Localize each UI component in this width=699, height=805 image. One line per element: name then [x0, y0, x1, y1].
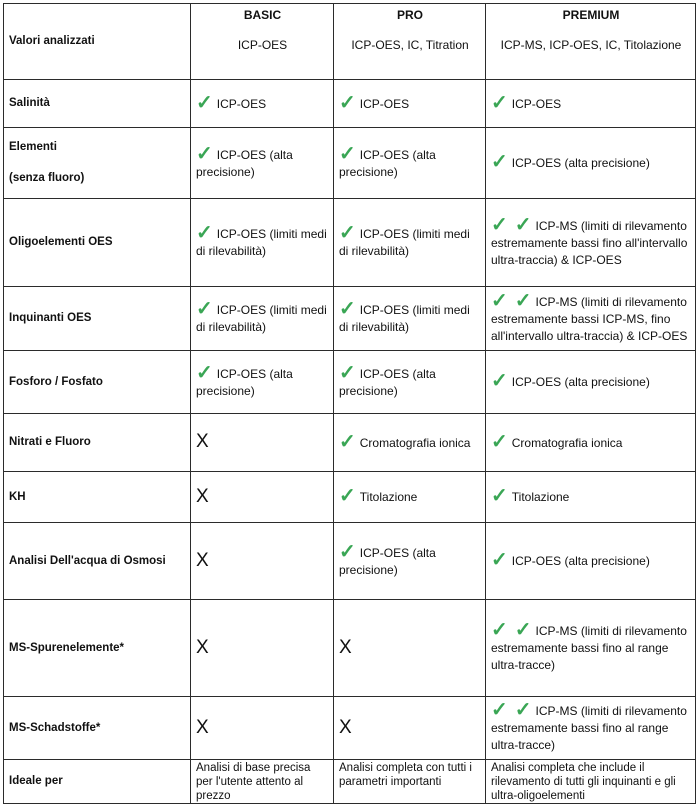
check-icon: ✓	[514, 289, 532, 312]
cell-pro	[334, 287, 486, 351]
cell-premium	[486, 472, 696, 523]
cell-pro	[334, 351, 486, 414]
cell-pro	[334, 472, 486, 523]
check-icon: ✓	[196, 222, 213, 244]
cell-basic	[191, 351, 334, 414]
table-row	[4, 80, 696, 128]
cell-text: ICP-OES (alta precisione)	[196, 147, 293, 179]
ideal-basic: Analisi di base precisa per l'utente attento al prezzo	[191, 760, 334, 804]
x-mark-icon: X	[196, 636, 209, 658]
cell-premium	[486, 351, 696, 414]
x-mark-icon: X	[196, 716, 209, 738]
ideal-pro: Analisi completa con tutti i parametri importanti	[334, 760, 486, 804]
check-icon: ✓	[491, 289, 508, 312]
check-icon: ✓	[339, 361, 356, 384]
check-icon: ✓	[514, 699, 532, 721]
cell-text: ICP-OES	[216, 96, 267, 111]
cell-basic	[191, 414, 334, 472]
x-mark-icon: X	[339, 636, 352, 658]
x-mark-icon: X	[196, 549, 209, 571]
cell-premium	[486, 523, 696, 600]
plan-basic-header	[191, 4, 334, 80]
check-icon: ✓	[514, 619, 532, 641]
cell-pro	[334, 80, 486, 128]
check-icon: ✓	[514, 213, 532, 236]
cell-text: ICP-MS (limiti di rilevamento estremamente bassi ICP-MS, fino all'intervallo ultra-traccia) & ICP-OES	[491, 294, 688, 343]
cell-basic	[191, 472, 334, 523]
plan-methods: ICP-OES, IC, Titration	[351, 38, 469, 52]
cell-text: ICP-OES (alta precisione)	[339, 147, 436, 179]
row-label: Oligoelementi OES	[4, 199, 191, 287]
cell-basic	[191, 600, 334, 697]
x-mark-icon: X	[196, 485, 209, 507]
row-sublabel: (senza fluoro)	[9, 172, 85, 184]
check-icon: ✓	[339, 485, 356, 507]
cell-pro	[334, 697, 486, 760]
cell-pro	[334, 199, 486, 287]
cell-text: ICP-OES (limiti medi di rilevabilità)	[339, 303, 470, 334]
cell-text: ICP-OES (limiti medi di rilevabilità)	[339, 227, 470, 258]
check-icon: ✓	[339, 298, 356, 320]
table-row	[4, 414, 696, 472]
cell-text: ICP-OES (alta precisione)	[196, 366, 293, 398]
cell-text: ICP-OES	[359, 96, 410, 111]
cell-basic	[191, 697, 334, 760]
row-label: Analisi Dell'acqua di Osmosi	[4, 523, 191, 600]
cell-text: ICP-MS (limiti di rilevamento estremamente bassi fino all'intervallo ultra-traccia) & ICP-OES	[491, 218, 688, 267]
table-row	[4, 351, 696, 414]
check-icon: ✓	[491, 485, 508, 507]
cell-text: Cromatografia ionica	[359, 435, 471, 450]
plan-name: PRO	[396, 8, 423, 22]
check-icon: ✓	[339, 430, 356, 453]
table-row	[4, 523, 696, 600]
cell-basic	[191, 128, 334, 199]
check-icon: ✓	[491, 699, 508, 721]
cell-premium	[486, 80, 696, 128]
plan-pro-header	[334, 4, 486, 80]
cell-pro	[334, 414, 486, 472]
check-icon: ✓	[339, 91, 356, 114]
row-label-main: Elementi	[9, 141, 57, 153]
cell-premium	[486, 697, 696, 760]
cell-basic	[191, 523, 334, 600]
cell-text: Titolazione	[511, 490, 570, 504]
row-label: KH	[4, 472, 191, 523]
cell-text: ICP-OES (limiti medi di rilevabilità)	[196, 303, 327, 334]
cell-basic	[191, 287, 334, 351]
row-label: Salinità	[4, 80, 191, 128]
plan-premium-header	[486, 4, 696, 80]
table-row	[4, 199, 696, 287]
check-icon: ✓	[491, 430, 508, 453]
table-row	[4, 472, 696, 523]
cell-text: ICP-OES (alta precisione)	[511, 554, 650, 568]
cell-text: Cromatografia ionica	[511, 435, 623, 450]
check-icon: ✓	[196, 298, 213, 320]
cell-pro	[334, 128, 486, 199]
plan-name: PREMIUM	[562, 8, 620, 22]
header-row	[4, 4, 696, 80]
cell-premium	[486, 600, 696, 697]
plan-methods: ICP-MS, ICP-OES, IC, Titolazione	[500, 38, 682, 52]
ideal-premium: Analisi completa che include il rilevamento di tutti gli inquinanti e gli ultra-oligoelementi	[486, 760, 696, 804]
row-label: Inquinanti OES	[4, 287, 191, 351]
cell-text: ICP-OES (alta precisione)	[511, 375, 650, 389]
check-icon: ✓	[491, 151, 508, 173]
row-label	[4, 128, 191, 199]
cell-basic	[191, 199, 334, 287]
check-icon: ✓	[196, 142, 213, 165]
cell-text: ICP-OES (alta precisione)	[339, 366, 436, 398]
cell-pro	[334, 600, 486, 697]
plan-methods: ICP-OES	[237, 38, 288, 52]
row-label: MS-Schadstoffe*	[4, 697, 191, 760]
cell-text: ICP-OES (limiti medi di rilevabilità)	[196, 227, 327, 258]
row-label: Ideale per	[4, 760, 191, 804]
cell-text: ICP-OES	[511, 96, 562, 111]
cell-premium	[486, 128, 696, 199]
check-icon: ✓	[339, 222, 356, 244]
check-icon: ✓	[339, 142, 356, 165]
table-row	[4, 287, 696, 351]
table-row	[4, 697, 696, 760]
x-mark-icon: X	[196, 431, 209, 452]
cell-premium	[486, 287, 696, 351]
check-icon: ✓	[491, 91, 508, 114]
plan-name: BASIC	[243, 8, 282, 22]
comparison-table	[3, 3, 696, 804]
cell-premium	[486, 414, 696, 472]
cell-text: ICP-OES (alta precisione)	[339, 545, 436, 577]
check-icon: ✓	[196, 361, 213, 384]
cell-basic	[191, 80, 334, 128]
row-label: Fosforo / Fosfato	[4, 351, 191, 414]
check-icon: ✓	[491, 549, 508, 571]
check-icon: ✓	[491, 619, 508, 641]
cell-text: Titolazione	[359, 490, 418, 504]
row-label: MS-Spurenelemente*	[4, 600, 191, 697]
table-row	[4, 128, 696, 199]
header-label: Valori analizzati	[4, 4, 191, 80]
cell-text: ICP-OES (alta precisione)	[511, 156, 650, 170]
ideal-row	[4, 760, 696, 804]
check-icon: ✓	[491, 213, 508, 236]
table-row	[4, 600, 696, 697]
check-icon: ✓	[491, 370, 508, 392]
cell-premium	[486, 199, 696, 287]
cell-text: ICP-MS (limiti di rilevamento estremamente bassi fino al range ultra-tracce)	[491, 624, 687, 672]
cell-pro	[334, 523, 486, 600]
x-mark-icon: X	[339, 716, 352, 738]
check-icon: ✓	[339, 540, 356, 563]
row-label: Nitrati e Fluoro	[4, 414, 191, 472]
cell-text: ICP-MS (limiti di rilevamento estremamente bassi fino al range ultra-tracce)	[491, 704, 687, 752]
check-icon: ✓	[196, 91, 213, 114]
